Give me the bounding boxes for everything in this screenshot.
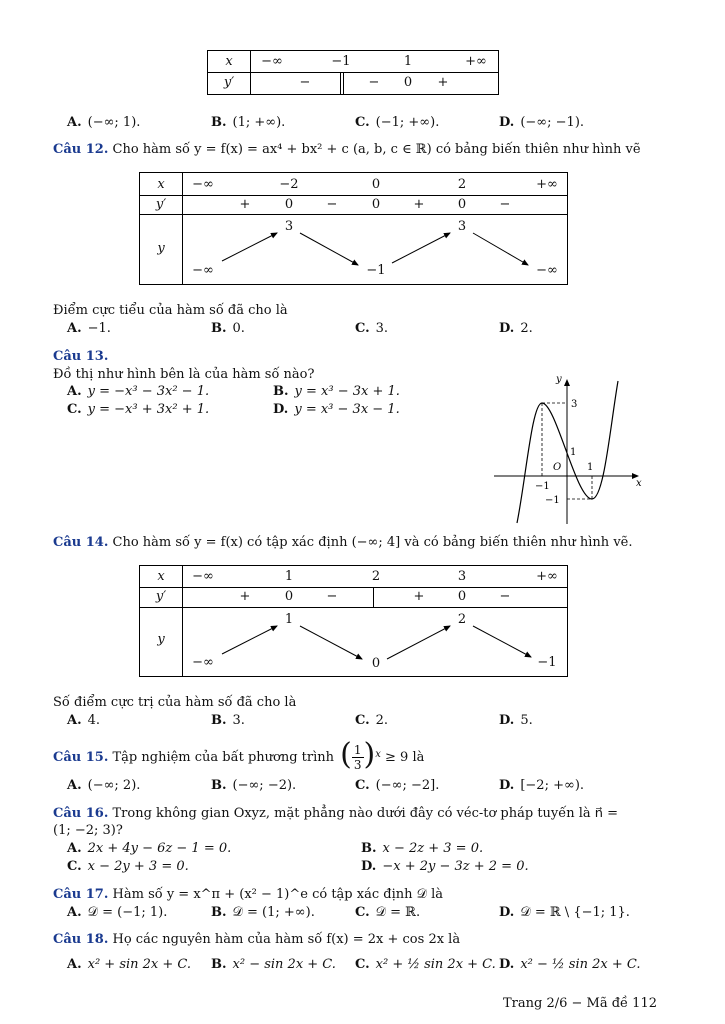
y-value: −∞ [536,263,558,278]
label-three: 3 [571,399,578,410]
sign: − [499,589,511,604]
y-value: 3 [284,219,294,234]
q16-option-c: C. x − 2y + 3 = 0. [67,859,189,874]
sign: + [239,589,251,604]
x-value: −∞ [261,54,283,69]
q13-label: Câu 13. [53,349,109,364]
x-value: 1 [403,54,413,69]
y-value: 0 [371,656,381,671]
sign: + [413,197,425,212]
arrow-down [300,626,362,659]
q17-option-a: A. 𝒟 = (−1; 1). [67,905,168,920]
x-value: +∞ [536,569,558,584]
label-one-x: 1 [587,462,594,473]
x-value: +∞ [465,54,487,69]
q11-option-b: B. (1; +∞). [211,115,286,130]
q12-stem: Câu 12. Cho hàm số y = f(x) = ax⁴ + bx² + c (a, b, c ∈ ℝ) có bảng biến thiên như hình vẽ [53,142,641,157]
label-minus-one-x: −1 [535,481,550,492]
q14-variation-table [139,565,568,677]
q12-option-c: C. 3. [355,321,389,336]
q13-option-b: B. y = x³ − 3x + 1. [273,384,400,399]
row-x-label: x [157,177,165,192]
row-yp-label: y′ [223,75,235,90]
y-value: −1 [366,263,386,278]
top-sign-table [207,50,499,95]
sign: − [326,589,338,604]
y-value: 1 [284,612,294,627]
sign: 0 [457,197,467,212]
q12-question: Điểm cực tiểu của hàm số đã cho là [53,303,288,318]
row-x-label: x [225,54,233,69]
q15-option-c: C. (−∞; −2]. [355,778,440,793]
q15-stem: Câu 15. Tập nghiệm của bất phương trình ( $\frac{1}{3}$ )$^x$ ≥ 9 là [53,741,424,781]
row-y-label: y [157,632,165,647]
page-footer: Trang 2/6 − Mã đề 112 [502,996,657,1011]
q12-arrows [140,173,567,284]
arrow-up [392,233,450,263]
arrow-down [300,233,358,265]
sign: 0 [371,197,381,212]
q15-fraction: ( $\frac{1}{3}$ )$^x$ [340,737,381,772]
q16-stem-line2: (1; −2; 3)? [53,823,123,838]
arrow-up [222,626,277,654]
q17-stem: Câu 17. Hàm số y = x^π + (x² − 1)^e có tập xác định 𝒟 là [53,887,444,902]
x-value: +∞ [536,177,558,192]
q18-option-c: C. x² + ½ sin 2x + C. [355,957,496,972]
y-value: −∞ [192,263,214,278]
q18-stem: Câu 18. Họ các nguyên hàm của hàm số f(x) = 2x + cos 2x là [53,932,461,947]
q13-graph [490,368,650,528]
q14-option-c: C. 2. [355,713,389,728]
x-value: −∞ [192,569,214,584]
q14-option-a: A. 4. [67,713,101,728]
q17-option-c: C. 𝒟 = ℝ. [355,905,421,920]
q16-option-a: A. 2x + 4y − 6z − 1 = 0. [67,841,232,856]
sign: + [437,75,449,90]
q12-option-a: A. −1. [67,321,111,336]
row-yp-label: y′ [155,589,167,604]
q17-option-d: D. 𝒟 = ℝ \ {−1; 1}. [499,905,630,920]
q11-option-d: D. (−∞; −1). [499,115,585,130]
label-origin: O [553,462,562,473]
x-value: 0 [371,177,381,192]
arrow-down [473,626,531,657]
q14-stem: Câu 14. Cho hàm số y = f(x) có tập xác định (−∞; 4] và có bảng biến thiên như hình vẽ. [53,535,633,550]
sign: 0 [284,589,294,604]
x-value: 2 [457,177,467,192]
arrow-down [473,233,528,265]
label-minus-one-y: −1 [545,495,560,506]
y-value: −1 [537,655,557,670]
q17-option-b: B. 𝒟 = (1; +∞). [211,905,315,920]
sign: 0 [403,75,413,90]
x-value: 1 [284,569,294,584]
label-one-y: 1 [570,447,577,458]
arrow-up [387,626,450,659]
q18-option-a: A. x² + sin 2x + C. [67,957,192,972]
q16-option-d: D. −x + 2y − 3z + 2 = 0. [361,859,529,874]
q13-option-a: A. y = −x³ − 3x² − 1. [67,384,210,399]
x-value: 3 [457,569,467,584]
q11-option-c: C. (−1; +∞). [355,115,440,130]
arrow-up [222,233,277,261]
q16-stem-line1: Câu 16. Trong không gian Oxyz, mặt phẳng nào dưới đây có véc-tơ pháp tuyến là n⃗ = [53,806,619,821]
sign: − [299,75,311,90]
q14-question: Số điểm cực trị của hàm số đã cho là [53,695,297,710]
row-x-label: x [157,569,165,584]
q18-option-b: B. x² − sin 2x + C. [211,957,336,972]
q18-option-d: D. x² − ½ sin 2x + C. [499,957,641,972]
q14-arrows [140,566,567,676]
q12-variation-table [139,172,568,285]
x-value: 2 [371,569,381,584]
y-value: 3 [457,219,467,234]
sign: − [499,197,511,212]
q13-option-c: C. y = −x³ + 3x² + 1. [67,402,210,417]
q13-option-d: D. y = x³ − 3x − 1. [273,402,400,417]
q12-option-b: B. 0. [211,321,245,336]
q15-option-b: B. (−∞; −2). [211,778,297,793]
y-axis-label: y [556,374,562,385]
sign: + [239,197,251,212]
sign: − [368,75,380,90]
q12-option-d: D. 2. [499,321,533,336]
q14-option-b: B. 3. [211,713,245,728]
sign: 0 [457,589,467,604]
row-y-label: y [157,241,165,256]
x-axis-label: x [636,478,642,489]
sign: 0 [284,197,294,212]
q11-option-a: A. (−∞; 1). [67,115,141,130]
y-value: −∞ [192,655,214,670]
sign: − [326,197,338,212]
x-value: −∞ [192,177,214,192]
y-value: 2 [457,612,467,627]
x-value: −2 [279,177,299,192]
q16-option-b: B. x − 2z + 3 = 0. [361,841,484,856]
q15-option-d: D. [−2; +∞). [499,778,585,793]
q15-option-a: A. (−∞; 2). [67,778,141,793]
q14-option-d: D. 5. [499,713,533,728]
q13-question: Đồ thị như hình bên là của hàm số nào? [53,367,315,382]
row-yp-label: y′ [155,197,167,212]
x-value: −1 [331,54,351,69]
sign: + [413,589,425,604]
